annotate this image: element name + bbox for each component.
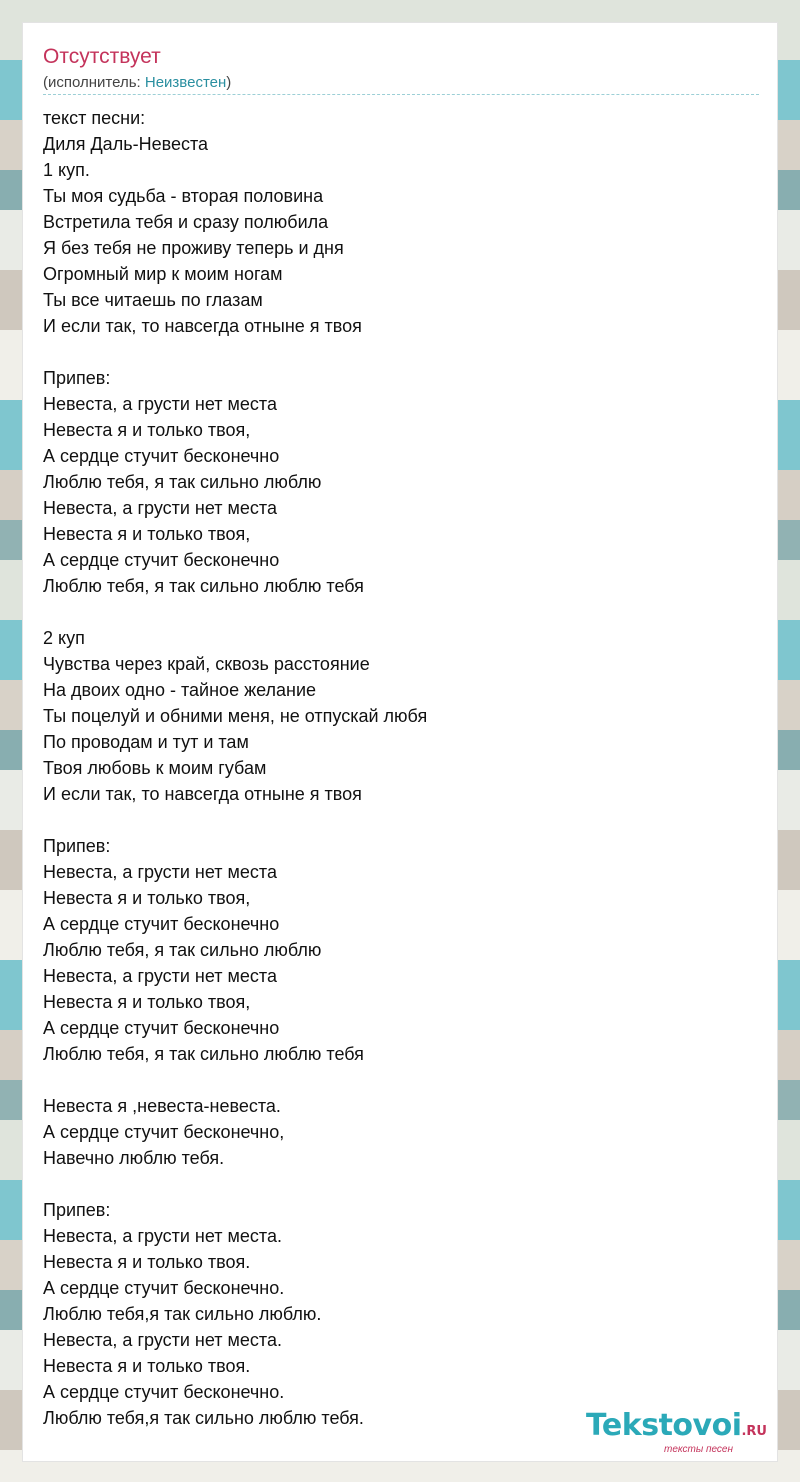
lyric-line <box>43 1067 427 1093</box>
lyric-line: Припев: <box>43 836 111 856</box>
lyric-line <box>43 807 427 833</box>
lyric-line: Люблю тебя, я так сильно люблю тебя <box>43 576 364 596</box>
lyric-line: Невеста, а грусти нет места <box>43 394 277 414</box>
lyric-line: И если так, то навсегда отныне я твоя <box>43 784 362 804</box>
artist-line <box>43 73 231 93</box>
lyric-line: Твоя любовь к моим губам <box>43 758 267 778</box>
lyric-line: Люблю тебя, я так сильно люблю <box>43 472 322 492</box>
lyrics-text <box>43 105 427 1431</box>
lyric-line: Встретила тебя и сразу полюбила <box>43 212 329 232</box>
lyric-line: 2 куп <box>43 628 85 648</box>
song-title: Отсутствует <box>43 45 161 68</box>
lyric-line: Невеста я и только твоя. <box>43 1252 251 1272</box>
lyric-line: Ты моя судьба - вторая половина <box>43 186 324 206</box>
lyric-line: Невеста, а грусти нет места <box>43 498 277 518</box>
lyric-line: Невеста, а грусти нет места. <box>43 1226 282 1246</box>
lyric-line: А сердце стучит бесконечно. <box>43 1278 285 1298</box>
lyric-line: А сердце стучит бесконечно, <box>43 1122 285 1142</box>
lyric-line: Невеста я и только твоя, <box>43 420 251 440</box>
lyric-line: Диля Даль-Невеста <box>43 134 209 154</box>
lyric-line: Припев: <box>43 368 111 388</box>
logo-tagline: тексты песен <box>664 1444 733 1455</box>
lyric-line: Ты поцелуй и обними меня, не отпускай любя <box>43 706 428 726</box>
lyric-line <box>43 599 427 625</box>
lyric-line: А сердце стучит бесконечно <box>43 1018 280 1038</box>
lyric-line: Невеста, а грусти нет места <box>43 862 277 882</box>
lyric-line: Люблю тебя,я так сильно люблю тебя. <box>43 1408 364 1428</box>
lyric-line: текст песни: <box>43 108 146 128</box>
lyric-line: Невеста я и только твоя, <box>43 992 251 1012</box>
lyric-line: По проводам и тут и там <box>43 732 249 752</box>
site-logo[interactable] <box>586 1410 767 1455</box>
lyric-line: 1 куп. <box>43 160 90 180</box>
artist-suffix: ) <box>226 74 232 91</box>
lyric-line: А сердце стучит бесконечно <box>43 446 280 466</box>
lyrics-card <box>22 22 778 1462</box>
lyric-line: А сердце стучит бесконечно <box>43 914 280 934</box>
lyric-line: Невеста я и только твоя, <box>43 888 251 908</box>
title-divider <box>43 94 759 95</box>
logo-main-text: Tekstovoi <box>585 1408 742 1443</box>
lyric-line <box>43 339 427 365</box>
lyric-line: Люблю тебя, я так сильно люблю <box>43 940 322 960</box>
lyric-line: И если так, то навсегда отныне я твоя <box>43 316 362 336</box>
lyric-line: Чувства через край, сквозь расстояние <box>43 654 370 674</box>
lyric-line: Припев: <box>43 1200 111 1220</box>
lyric-line <box>43 1171 427 1197</box>
lyric-line: Ты все читаешь по глазам <box>43 290 263 310</box>
lyric-line: Невеста я и только твоя. <box>43 1356 251 1376</box>
lyric-line: А сердце стучит бесконечно <box>43 550 280 570</box>
lyric-line: Я без тебя не проживу теперь и дня <box>43 238 344 258</box>
lyric-line: Навечно люблю тебя. <box>43 1148 225 1168</box>
lyric-line: А сердце стучит бесконечно. <box>43 1382 285 1402</box>
lyric-line: Люблю тебя,я так сильно люблю. <box>43 1304 322 1324</box>
lyric-line: Огромный мир к моим ногам <box>43 264 283 284</box>
lyric-line: Невеста, а грусти нет места <box>43 966 277 986</box>
lyric-line: Невеста я и только твоя, <box>43 524 251 544</box>
lyric-line: Невеста, а грусти нет места. <box>43 1330 282 1350</box>
artist-link[interactable]: Неизвестен <box>144 74 227 91</box>
lyric-line: Люблю тебя, я так сильно люблю тебя <box>43 1044 364 1064</box>
logo-domain: .RU <box>741 1424 767 1439</box>
artist-prefix: (исполнитель: <box>43 74 145 91</box>
lyric-line: На двоих одно - тайное желание <box>43 680 317 700</box>
lyric-line: Невеста я ,невеста-невеста. <box>43 1096 281 1116</box>
